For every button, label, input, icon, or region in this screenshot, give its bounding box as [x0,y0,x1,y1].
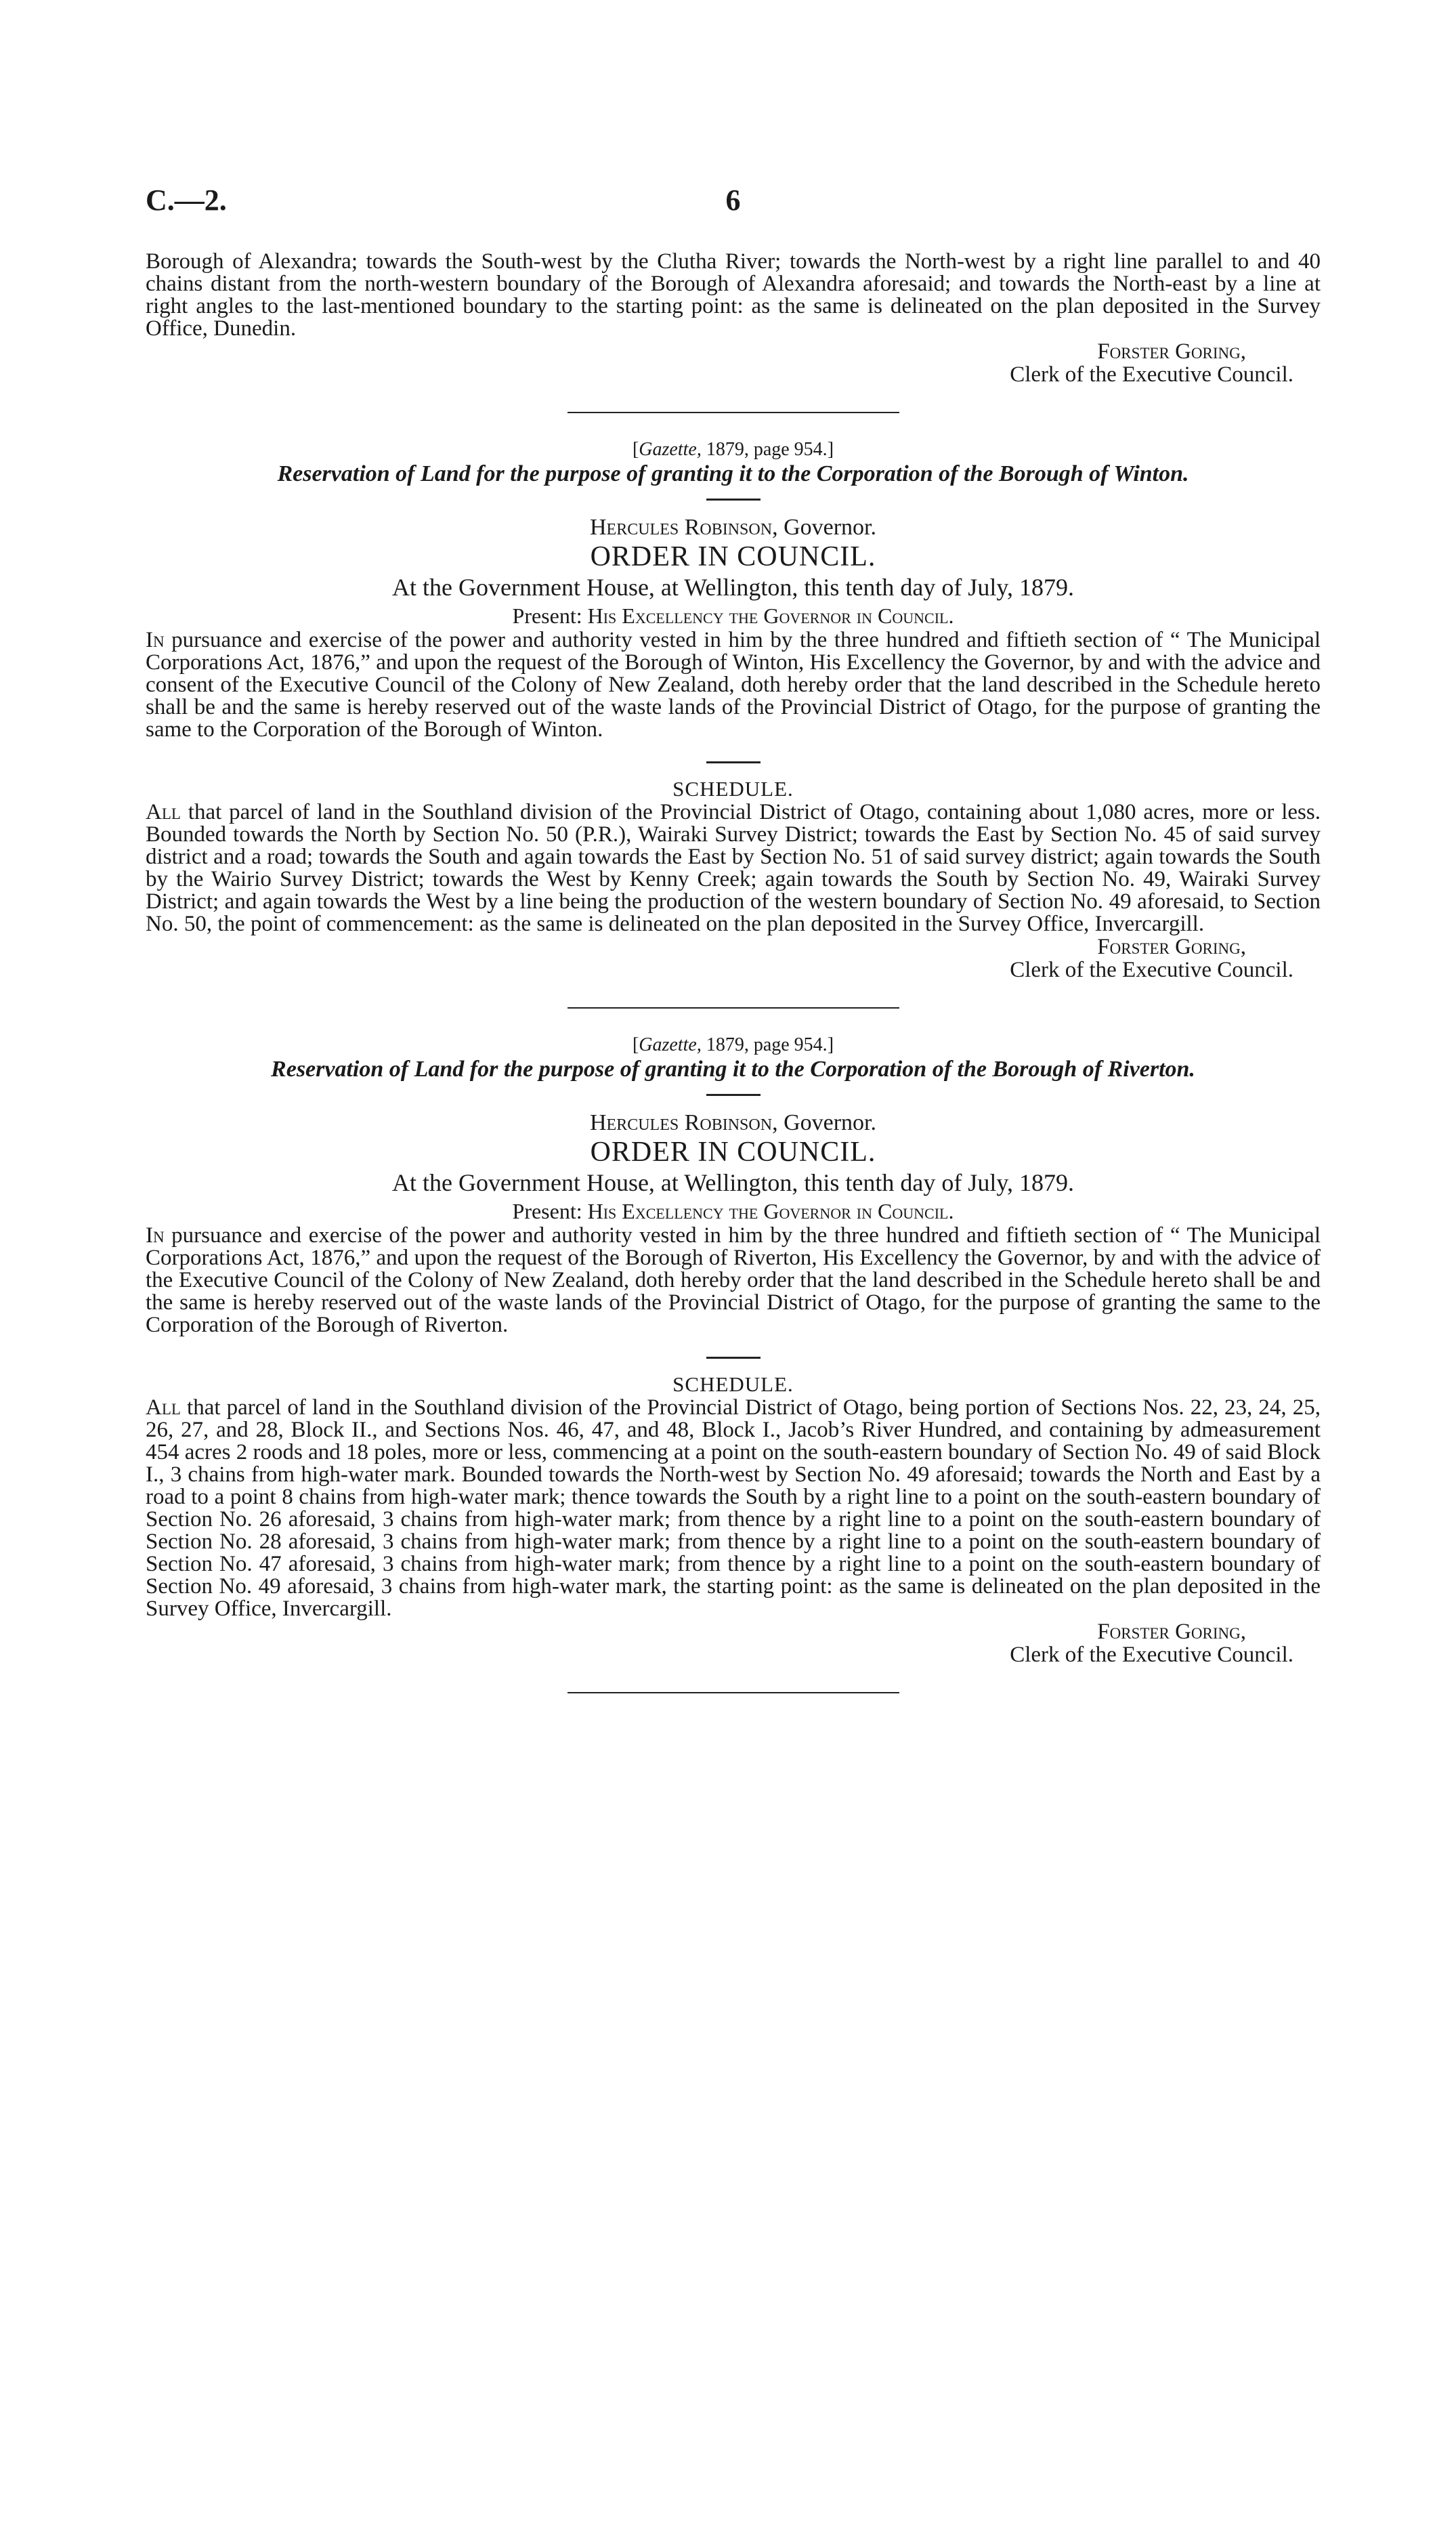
gazette-details: 1879, page 954. [701,439,828,460]
intro-paragraph: Borough of Alexandra; towards the South-west by the Clutha River; towards the North-west by a right line parallel to and 40 chains distant from the north-western boundary of the Borough of Alexandra aforesaid; and towards the North-east by a line at right angles to the last-mentioned boundary to the starting point: as the same is delineated on the plan deposited in the Survey Office, Dunedin. [146,249,1321,341]
section-divider [568,412,899,413]
signature-name: Forster Goring, [1097,1620,1246,1644]
gazette-reference: [Gazette, 1879, page 954.] [632,1034,834,1055]
order-heading: ORDER IN COUNCIL. [590,541,876,572]
governor-name: Hercules Robinson, [589,1110,778,1135]
reservation-title: Reservation of Land for the purpose of granting it to the Corporation of the Borough of Riverton. [271,1057,1195,1082]
short-rule [706,1357,761,1359]
section-divider [568,1692,899,1693]
governor-line [146,1110,1321,1137]
schedule-text: that parcel of land in the Southland division of the Provincial District of Otago, being portion of Sections Nos. 22, 23, 24, 25, 26, 27, and 28, Block II., and Sections Nos. 46, 47, and 48, Block I., Jacob’s River Hundred, and containing by admeasurement 454 acres 2 roods and 18 poles, more or less, commencing at a point on the south-eastern boundary of Section No. 49 of said Block I., 3 chains from high-water mark. Bounded towards the North-west by Section No. 49 aforesaid; towards the North and East by a road to a point 8 chains from high-water mark; thence towards the South by a right line to a point on the south-eastern boundary of Section No. 26 aforesaid, 3 chains from high-water mark; from thence by a right line to a point on the south-eastern boundary of Section No. 28 aforesaid, 3 chains from high-water mark; from thence by a right line to a point on the south-eastern boundary of Section No. 47 aforesaid, 3 chains from high-water mark; from thence by a right line to a point on the south-eastern boundary of Section No. 49 aforesaid, 3 chains from high-water mark, the starting point: as the same is delineated on the plan deposited in the Survey Office, Invercargill. [146,1395,1321,1621]
location-line: At the Government House, at Wellington, this tenth day of July, 1879. [392,574,1074,601]
governor-title: Governor. [777,515,876,540]
present-body: His Excellency the Governor in Council. [587,1199,954,1223]
governor-name: Hercules Robinson, [589,515,778,540]
signature-name: Forster Goring, [1097,339,1246,364]
governor-title: Governor. [777,1110,876,1135]
schedule-lead: All [146,1395,181,1420]
winton-section [146,439,1321,981]
section-divider [568,1007,899,1009]
page-header [146,183,1321,224]
schedule-body [146,801,1321,935]
schedule-body [146,1397,1321,1620]
signature-name: Forster Goring, [1097,935,1246,959]
intro-signature [146,340,1321,386]
schedule-lead: All [146,800,181,824]
body-lead: In [146,1223,165,1248]
signature-title: Clerk of the Executive Council. [1010,362,1293,387]
riverton-signature [146,1620,1321,1666]
short-rule [706,499,761,501]
schedule-heading: SCHEDULE. [672,1372,794,1396]
signature-title: Clerk of the Executive Council. [1010,958,1293,982]
gazette-reference: [Gazette, 1879, page 954.] [632,439,834,460]
winton-signature [146,935,1321,981]
schedule-heading: SCHEDULE. [672,777,794,801]
present-line [146,1198,1321,1225]
location-line: At the Government House, at Wellington, this tenth day of July, 1879. [392,1169,1074,1196]
present-line [146,602,1321,629]
page-number: 6 [725,184,741,217]
gazette-title: Gazette, [639,1034,702,1055]
schedule-text: that parcel of land in the Southland division of the Provincial District of Otago, containing about 1,080 acres, more or less. Bounded towards the North by Section No. 50 (P.R.), Wairaki Survey District; towards the East by Section No. 45 of said survey district and a road; towards the South and again towards the East by Section No. 51 of said survey district; again towards the South by the Wairio Survey District; towards the West by Kenny Creek; again towards the South by Section No. 49, Wairaki Survey District; and again towards the West by a line being the production of the western boundary of Section No. 49 aforesaid, to Section No. 50, the point of commencement: as the same is delineated on the plan deposited in the Survey Office, Invercargill. [146,800,1321,936]
order-body [146,629,1321,741]
short-rule [706,1094,761,1096]
document-reference: C.—2. [146,184,227,217]
short-rule [706,761,761,763]
governor-line [146,514,1321,541]
gazette-title: Gazette, [639,439,702,460]
order-heading: ORDER IN COUNCIL. [590,1137,876,1168]
present-label: Present: [512,604,588,628]
riverton-section [146,1034,1321,1666]
present-body: His Excellency the Governor in Council. [587,604,954,628]
body-lead: In [146,628,165,652]
signature-title: Clerk of the Executive Council. [1010,1643,1293,1667]
document-page [146,183,1321,1719]
present-label: Present: [512,1199,588,1223]
gazette-details: 1879, page 954. [701,1034,828,1055]
body-text: pursuance and exercise of the power and authority vested in him by the three hundred and fiftieth section of “ The Municipal Corporations Act, 1876,” and upon the request of the Borough of Winton, His Excellency the Governor, by and with the advice and consent of the Executive Council of the Colony of New Zealand, doth hereby order that the land described in the Schedule hereto shall be and the same is hereby reserved out of the waste lands of the Provincial District of Otago, for the purpose of granting the same to the Corporation of the Borough of Winton. [146,628,1321,742]
order-body [146,1225,1321,1336]
body-text: pursuance and exercise of the power and authority vested in him by the three hundred and fiftieth section of “ The Municipal Corporations Act, 1876,” and upon the request of the Borough of Riverton, His Excellency the Governor, by and with the advice of the Executive Council of the Colony of New Zealand, doth hereby order that the land described in the Schedule hereto shall be and the same is hereby reserved out of the waste lands of the Provincial District of Otago, for the purpose of granting the same to the Corporation of the Borough of Riverton. [146,1223,1321,1337]
reservation-title: Reservation of Land for the purpose of granting it to the Corporation of the Borough of Winton. [277,461,1189,486]
